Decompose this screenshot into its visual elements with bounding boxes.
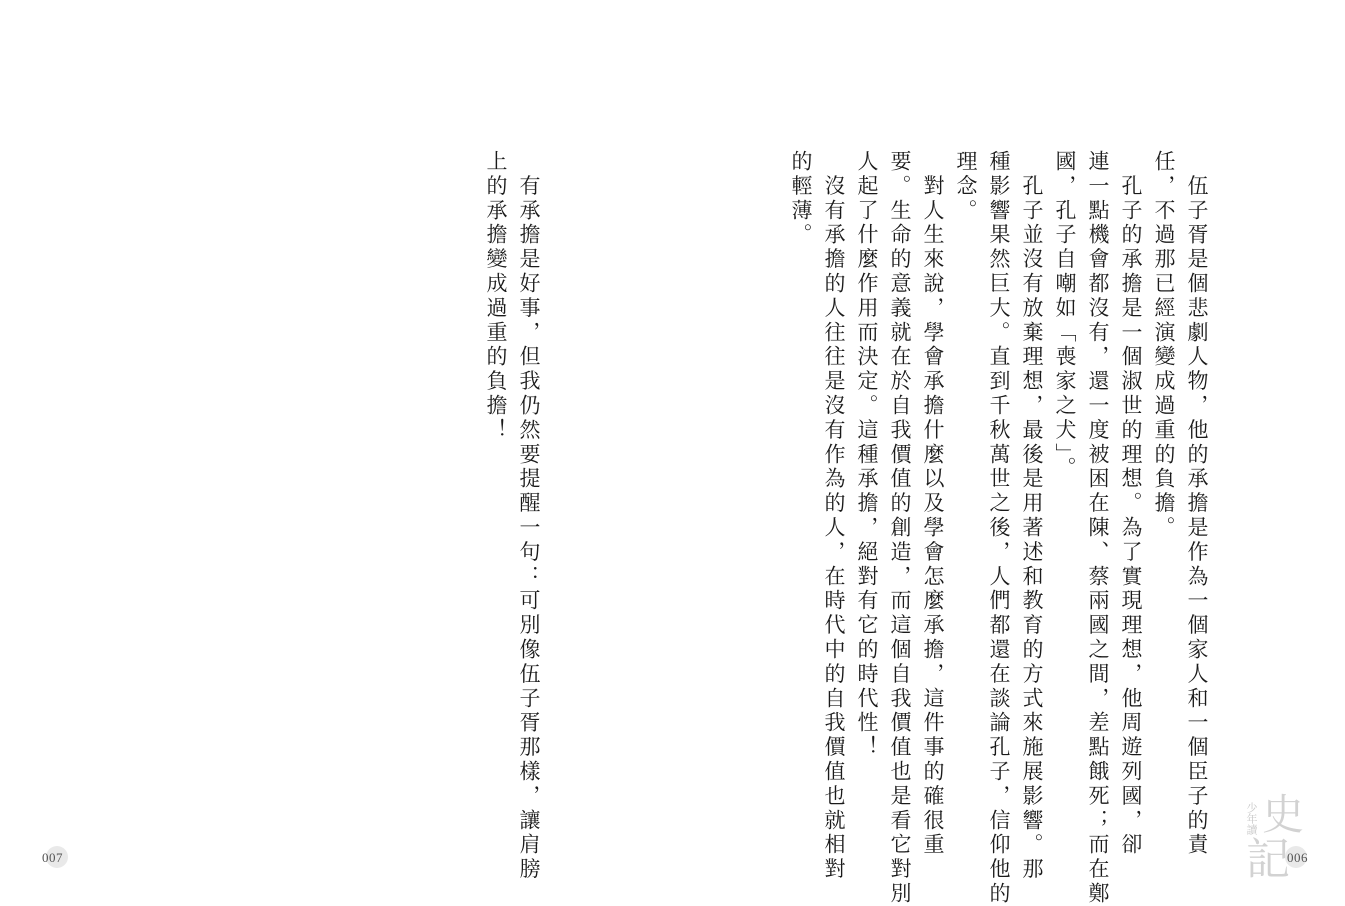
page-number-left [42,850,63,866]
right-page-column-2: 任，不過那已經演變成過重的負擔。 [1152,150,1176,541]
series-logo-small-text: 少年讀 [1245,802,1258,835]
right-page-column-7: 種影響果然巨大。直到千秋萬世之後，人們都還在談論孔子，信仰他的 [987,150,1011,906]
right-page-column-12: 沒有承擔的人往往是沒有作為的人，在時代中的自我價值也就相對 [822,150,846,882]
left-page-column-2: 上的承擔變成過重的負擔！ [484,150,508,443]
right-page-column-3: 孔子的承擔是一個淑世的理想。為了實現理想，他周遊列國，卻 [1119,150,1143,858]
left-page-column-1: 有承擔是好事，但我仍然要提醒一句：可別像伍子胥那樣，讓肩膀 [517,150,541,882]
right-page-column-5: 國，孔子自嘲如「喪家之犬」。 [1053,150,1077,482]
right-page-column-11: 人起了什麼作用而決定。這種承擔，絕對有它的時代性！ [855,150,879,760]
right-page-column-4: 連一點機會都沒有，還一度被困在陳、蔡兩國之間，差點餓死；而在鄭 [1086,150,1110,906]
series-logo-char-2: 記 [1246,834,1290,885]
right-page-column-8: 理念。 [954,150,978,224]
series-logo-char-1: 史 [1262,790,1305,839]
right-page-column-6: 孔子並沒有放棄理想，最後是用著述和教育的方式來施展影響。那 [1020,150,1044,882]
series-logo [1240,790,1320,888]
page-number-right-text: 006 [1287,850,1308,865]
right-page-column-10: 要。生命的意義就在於自我價值的創造，而這個自我價值也是看它對別 [888,150,912,906]
page-number-left-text: 007 [42,850,63,865]
right-page-column-13: 的輕薄。 [789,150,813,248]
right-page-column-9: 對人生來說，學會承擔什麼以及學會怎麼承擔，這件事的確很重 [921,150,945,858]
right-page-column-1: 伍子胥是個悲劇人物，他的承擔是作為一個家人和一個臣子的責 [1185,150,1209,858]
